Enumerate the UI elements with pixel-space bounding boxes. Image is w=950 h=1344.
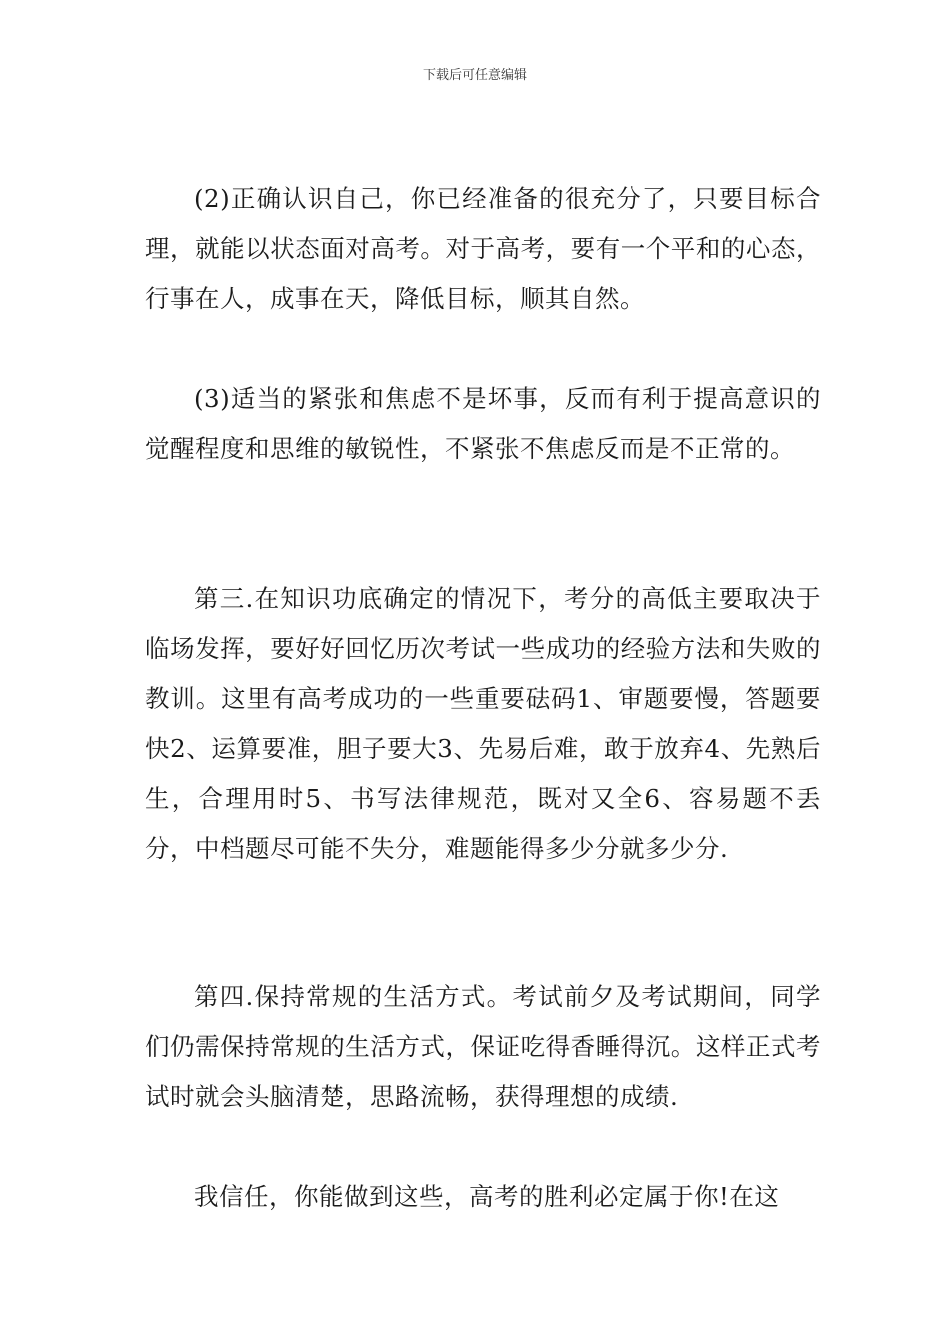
paragraph-fourth-point: 第四.保持常规的生活方式。考试前夕及考试期间，同学们仍需保持常规的生活方式，保证吃得香睡得沉。这样正式考试时就会头脑清楚，思路流畅，获得理想的成绩.	[145, 982, 821, 1111]
paragraph-third-point: 第三.在知识功底确定的情况下，考分的高低主要取决于临场发挥，要好好回忆历次考试一些成功的经验方法和失败的教训。这里有高考成功的一些重要砝码1、审题要慢，答题要快2、运算要准，胆子要大3、先易后难，敢于放弃4、先熟后生，合理用时5、书写法律规范，既对又全6、容易题不丢分，中档题尽可能不失分，难题能得多少分就多少分.	[145, 584, 821, 863]
page-header: 下载后可任意编辑	[422, 68, 527, 83]
paragraph-closing: 我信任，你能做到这些，高考的胜利必定属于你!在这	[194, 1182, 780, 1211]
paragraph-self-recognition: (2)正确认识自己，你已经准备的很充分了，只要目标合理，就能以状态面对高考。对于高考，要有一个平和的心态，行事在人，成事在天，降低目标，顺其自然。	[145, 184, 821, 313]
paragraph-anxiety: (3)适当的紧张和焦虑不是坏事，反而有利于提高意识的觉醒程度和思维的敏锐性，不紧张不焦虑反而是不正常的。	[145, 384, 821, 463]
